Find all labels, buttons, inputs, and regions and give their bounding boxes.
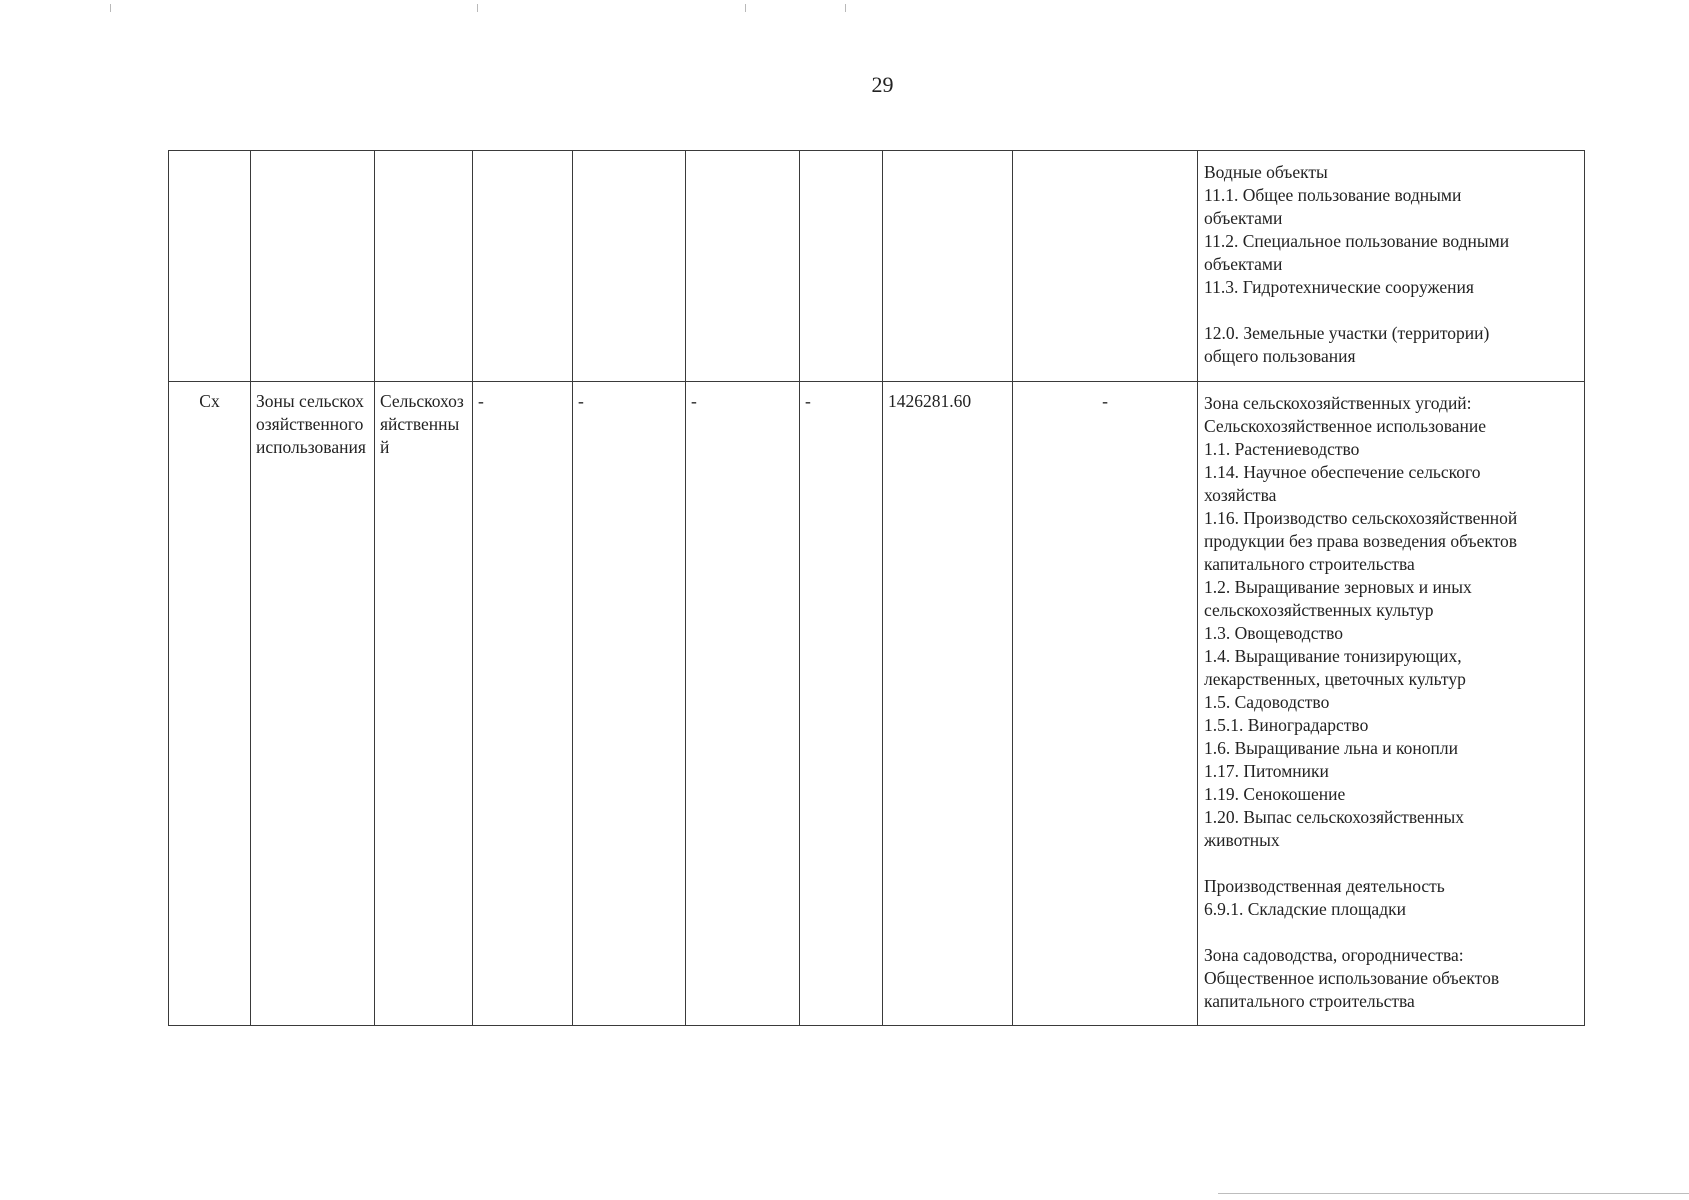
table-cell [1013,151,1198,382]
permitted-use-line: 1.1. Растениеводство [1204,439,1360,459]
permitted-use-line: Зона садоводства, огородничества: [1204,945,1464,965]
scan-mark [477,4,478,12]
table-cell [375,151,473,382]
scan-edge-line [1218,1193,1689,1194]
permitted-use-line: капитального строительства [1204,554,1415,574]
permitted-use-line: Производственная деятельность [1204,876,1445,896]
permitted-use-line: сельскохозяйственных культур [1204,600,1434,620]
permitted-use-line: Водные объекты [1204,162,1328,182]
paragraph-gap [1204,852,1578,875]
permitted-use-line: 1.2. Выращивание зерновых и иных [1204,577,1472,597]
scan-mark [845,4,846,12]
table-cell [251,151,375,382]
permitted-use-line: лекарственных, цветочных культур [1204,669,1466,689]
table-row [169,151,1585,382]
scan-mark [110,4,111,12]
table-cell [686,151,800,382]
permitted-use-line: Общественное использование объектов [1204,968,1500,988]
zone-area-cell: 1426281.60 [883,382,1013,1026]
table-row [169,382,1585,1026]
permitted-use-line: капитального строительства [1204,991,1415,1011]
permitted-uses-list [1204,161,1578,368]
permitted-use-line: 1.19. Сенокошение [1204,784,1346,804]
permitted-use-line: объектами [1204,254,1283,274]
permitted-use-line: 12.0. Земельные участки (территории) [1204,323,1490,343]
permitted-use-line: животных [1204,830,1280,850]
permitted-uses-cell [1198,382,1585,1026]
table-cell [573,151,686,382]
page-number: 29 [871,72,894,97]
permitted-uses-cell [1198,151,1585,382]
table-cell: - [686,382,800,1026]
permitted-use-line: 1.4. Выращивание тонизирующих, [1204,646,1462,666]
permitted-use-line: 11.1. Общее пользование водными [1204,185,1462,205]
permitted-use-line: 1.3. Овощеводство [1204,623,1344,643]
table-cell: - [800,382,883,1026]
permitted-use-line: 1.14. Научное обеспечение сельского [1204,462,1481,482]
permitted-use-line: 1.16. Производство сельскохозяйственной [1204,508,1518,528]
table-cell [473,151,573,382]
land-use-zones-table [168,150,1585,1026]
permitted-use-line: общего пользования [1204,346,1356,366]
permitted-use-line: объектами [1204,208,1283,228]
permitted-use-line: 1.17. Питомники [1204,761,1329,781]
scan-mark [745,4,746,12]
paragraph-gap [1204,299,1578,322]
permitted-use-line: 1.6. Выращивание льна и конопли [1204,738,1458,758]
table-cell [883,151,1013,382]
permitted-use-line: хозяйства [1204,485,1277,505]
table-cell [169,151,251,382]
zone-code-cell: Сх [169,382,251,1026]
permitted-use-line: Зона сельскохозяйственных угодий: [1204,393,1472,413]
zone-name-cell: Зоны сельскохозяйственного использования [251,382,375,1026]
table-cell: - [573,382,686,1026]
scan-marks [0,0,1689,14]
permitted-use-line: Сельскохозяйственное использование [1204,416,1486,436]
permitted-uses-list [1204,392,1578,1013]
table-cell [800,151,883,382]
permitted-use-line: 1.5. Садоводство [1204,692,1330,712]
paragraph-gap [1204,921,1578,944]
permitted-use-line: 11.3. Гидротехнические сооружения [1204,277,1474,297]
permitted-use-line: 1.5.1. Виноградарство [1204,715,1369,735]
table-cell: - [473,382,573,1026]
table-cell: - [1013,382,1198,1026]
zone-type-cell: Сельскохозяйственный [375,382,473,1026]
permitted-use-line: 1.20. Выпас сельскохозяйственных [1204,807,1464,827]
permitted-use-line: продукции без права возведения объектов [1204,531,1518,551]
permitted-use-line: 6.9.1. Складские площадки [1204,899,1406,919]
permitted-use-line: 11.2. Специальное пользование водными [1204,231,1510,251]
